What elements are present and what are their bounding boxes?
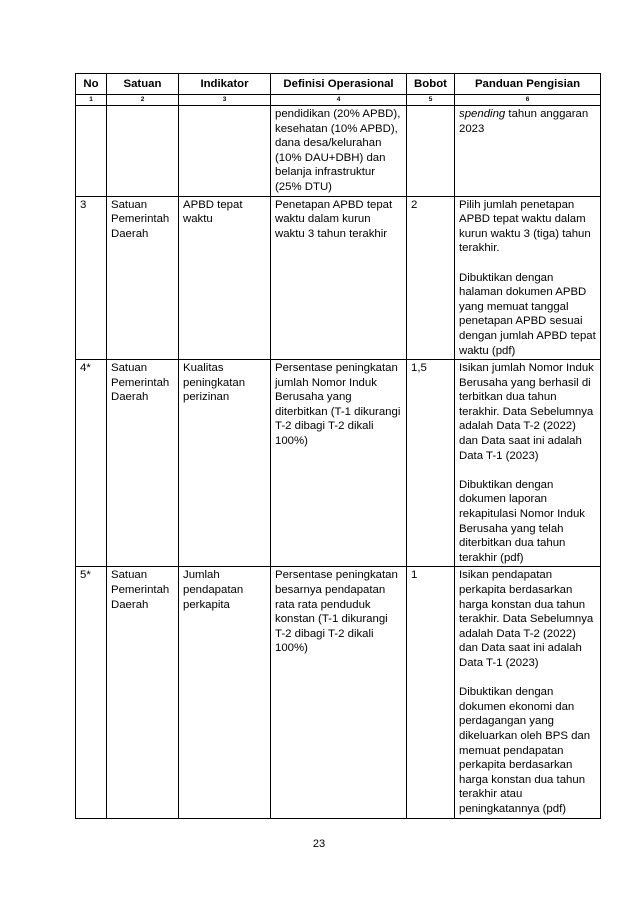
panduan-paragraph: Isikan pendapatan perkapita berdasarkan harga konstan dua tahun terakhir. Data Sebelumnya adalah Data T-2 (2022) dan Data saat ini adalah Data T-1 (2023) [459, 569, 594, 669]
cell-definisi: pendidikan (20% APBD), kesehatan (10% APBD), dana desa/kelurahan (10% DAU+DBH) dan belanja infrastruktur (25% DTU) [271, 106, 407, 197]
cell-satuan: Satuan Pemerintah Daerah [107, 567, 179, 818]
cell-indikator [179, 106, 271, 197]
cell-no [76, 106, 107, 197]
definisi-line: T-2 dibagi T-2 dikali 100%) [275, 627, 374, 655]
cell-no: 3 [76, 196, 107, 360]
cell-indikator: Jumlah pendapatan perkapita [179, 567, 271, 818]
cell-panduan [455, 196, 601, 360]
cell-panduan [455, 360, 601, 567]
cell-panduan [455, 567, 601, 818]
cell-definisi [271, 567, 407, 818]
cell-satuan: Satuan Pemerintah Daerah [107, 360, 179, 567]
column-number: 1 [76, 95, 107, 106]
italic-term: spending [459, 108, 506, 120]
column-number: 3 [179, 95, 271, 106]
panduan-text: tahun anggaran 2023 [459, 108, 589, 135]
header-indikator: Indikator [179, 74, 271, 95]
cell-definisi: Penetapan APBD tepat waktu dalam kurun waktu 3 tahun terakhir [271, 196, 407, 360]
indicator-table [75, 73, 601, 819]
cell-bobot: 1 [407, 567, 455, 818]
header-bobot: Bobot [407, 74, 455, 95]
definisi-line: Persentase peningkatan besarnya pendapatan rata rata penduduk konstan (T-1 dikurangi [275, 569, 398, 626]
cell-indikator: APBD tepat waktu [179, 196, 271, 360]
table-row-continuation [76, 106, 601, 197]
panduan-paragraph: Isikan jumlah Nomor Induk Berusaha yang berhasil di terbitkan dua tahun terakhir. Data Sebelumnya adalah Data T-2 (2022) dan Data saat ini adalah Data T-1 (2023) [459, 362, 594, 462]
header-no: No [76, 74, 107, 95]
cell-bobot: 1,5 [407, 360, 455, 567]
panduan-paragraph: Pilih jumlah penetapan APBD tepat waktu dalam kurun waktu 3 (tiga) tahun terakhir. [459, 198, 591, 255]
cell-satuan [107, 106, 179, 197]
cell-satuan: Satuan Pemerintah Daerah [107, 196, 179, 360]
panduan-paragraph: Dibuktikan dengan halaman dokumen APBD yang memuat tanggal penetapan APBD sesuai dengan jumlah APBD tepat waktu (pdf) [459, 271, 596, 357]
cell-no: 5* [76, 567, 107, 818]
table-row [76, 196, 601, 360]
column-number: 4 [271, 95, 407, 106]
header-row [76, 74, 601, 95]
column-number: 5 [407, 95, 455, 106]
header-definisi: Definisi Operasional [271, 74, 407, 95]
panduan-paragraph: Dibuktikan dengan dokumen ekonomi dan perdagangan yang dikeluarkan oleh BPS dan memuat pendapatan perkapita berdasarkan harga konstan dua tahun terakhir atau peningkatannya (pdf) [459, 686, 591, 815]
cell-definisi: Persentase peningkatan jumlah Nomor Induk Berusaha yang diterbitkan (T-1 dikurangi T-2 dibagi T-2 dikali 100%) [271, 360, 407, 567]
cell-no: 4* [76, 360, 107, 567]
cell-indikator: Kualitas peningkatan perizinan [179, 360, 271, 567]
table-row [76, 360, 601, 567]
column-number-row [76, 95, 601, 106]
cell-bobot: 2 [407, 196, 455, 360]
page-number: 23 [312, 838, 326, 850]
cell-panduan [455, 106, 601, 197]
table-row [76, 567, 601, 818]
panduan-paragraph: Dibuktikan dengan dokumen laporan rekapitulasi Nomor Induk Berusaha yang telah diterbitkan dua tahun terakhir (pdf) [459, 478, 585, 564]
header-satuan: Satuan [107, 74, 179, 95]
column-number: 2 [107, 95, 179, 106]
header-panduan: Panduan Pengisian [455, 74, 601, 95]
column-number: 6 [455, 95, 601, 106]
cell-bobot [407, 106, 455, 197]
